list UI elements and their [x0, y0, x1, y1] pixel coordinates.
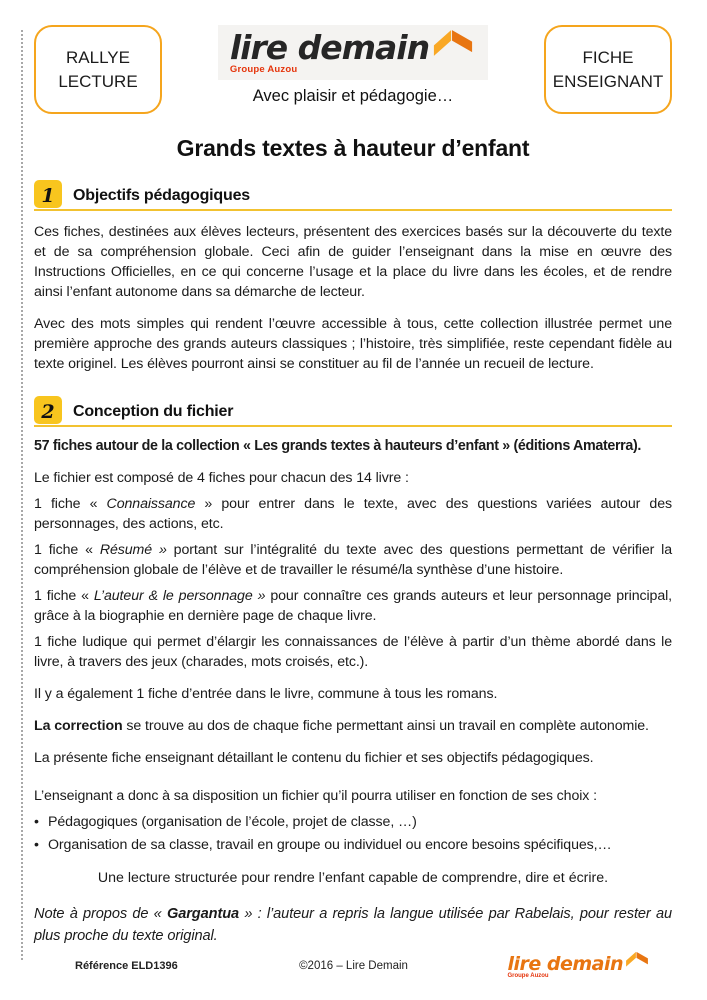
note-suffix: » : l’auteur a repris la langue utilisée par Rabelais, pour rester au plus proche du texte original. [34, 906, 672, 944]
note-title: Gargantua [166, 906, 240, 922]
page-header [34, 25, 672, 114]
bullet-item-2-text: Organisation de sa classe, travail en groupe ou individuel ou encore besoins spécifiques,… [48, 837, 612, 853]
section1-rule [34, 209, 672, 211]
logo-row [229, 28, 474, 67]
fiche-item-1 [34, 494, 672, 534]
section1-header [34, 180, 672, 211]
footer-reference: Référence ELD1396 [75, 960, 178, 972]
logo-tagline: Avec plaisir et pédagogie… [252, 87, 454, 105]
fiche-enseignant-line1: FICHE [582, 47, 634, 67]
bullet-item-2 [34, 835, 672, 855]
fiche-item-1-name: Connaissance [106, 496, 196, 512]
fiche-item-2-name: Résumé » [99, 542, 167, 558]
compose-line: Le fichier est composé de 4 fiches pour chacun des 14 livre : [34, 470, 409, 486]
fiche-item-2-prefix: 1 fiche « [34, 542, 100, 558]
section1-header-row [34, 180, 672, 208]
also-line: Il y a également 1 fiche d’entrée dans le livre, commune à tous les romans. [34, 686, 498, 702]
lire-demain-logo [218, 25, 488, 80]
bullet-icon: • [34, 814, 39, 830]
section1-paragraph-2: Avec des mots simples qui rendent l’œuvre accessible à tous, cette collection illustrée permet une première approche des grands auteurs classiques ; l’histoire, très simplifiée, reste cependant fidèle au texte originel. Les élèves pourront ainsi se constituer au fil de l’année un recueil de lecture. [34, 316, 672, 372]
section1-number-badge: 1 [34, 180, 62, 208]
section2-title: Conception du fichier [73, 403, 234, 420]
footer-logo-wordmark: lire demain [507, 952, 623, 975]
gargantua-note [34, 903, 672, 947]
section2-header [34, 396, 672, 427]
bullet-item-1-text: Pédagogiques (organisation de l’école, projet de classe, …) [48, 814, 417, 830]
correction-rest: se trouve au dos de chaque fiche permettant ainsi un travail en complète autonomie. [122, 718, 649, 734]
section1-paragraph-1: Ces fiches, destinées aux élèves lecteurs, présentent des exercices basés sur la découverte du texte et de sa compréhension globale. Ceci afin de guider l’enseignant dans la mise en œuvre des Instructions Officielles, en ce qui concerne l’usage et la place du livre dans les écoles, et de rendre ainsi l’enfant autonome dans sa démarche de lecteur. [34, 224, 672, 300]
logo-groupe-auzou: Groupe Auzou [229, 64, 298, 75]
present-line: La présente fiche enseignant détaillant le contenu du fichier et ses objectifs pédagogiques. [34, 750, 594, 766]
footer-copyright: ©2016 – Lire Demain [299, 960, 408, 972]
fiche-item-3 [34, 586, 672, 626]
section2-header-row [34, 396, 672, 424]
footer-lire-demain-logo [507, 953, 649, 979]
fiche-item-2 [34, 540, 672, 580]
rallye-lecture-badge [34, 25, 162, 114]
open-book-icon [432, 27, 474, 65]
section1-title: Objectifs pédagogiques [73, 187, 250, 204]
note-prefix: Note à propos de « [34, 906, 167, 922]
header-center [162, 25, 544, 106]
choice-line: L’enseignant a donc à sa disposition un fichier qu’il pourra utiliser en fonction de ses choix : [34, 788, 597, 804]
fiche-item-4 [34, 632, 672, 672]
fiche-enseignant-badge [544, 25, 672, 114]
section2-number-badge: 2 [34, 396, 62, 424]
fiche-item-1-prefix: 1 fiche « [34, 496, 107, 512]
footer-logo-row [507, 953, 649, 974]
rallye-lecture-line2: LECTURE [58, 71, 138, 91]
fiche-enseignant-line2: ENSEIGNANT [552, 71, 664, 91]
structured-reading-line: Une lecture structurée pour rendre l’enfant capable de comprendre, dire et écrire. [97, 870, 609, 886]
fiche-item-3-prefix: 1 fiche « [34, 588, 94, 604]
document-title: Grands textes à hauteur d’enfant [176, 135, 530, 161]
fiche-item-3-text: pour connaître ces grands auteurs et leur personnage principal, grâce à la biographie en dernière page de chaque livre. [34, 588, 672, 624]
collection-intro-line: 57 fiches autour de la collection « Les grands textes à hauteurs d’enfant » (éditions Amaterra). [34, 438, 642, 454]
section2-rule [34, 425, 672, 427]
fiche-item-4-text: 1 fiche ludique qui permet d’élargir les connaissances de l’élève à partir d’un thème abordé dans le livre, à travers des jeux (charades, mots croisés, etc.). [34, 634, 672, 670]
fiche-item-3-name: L’auteur & le personnage » [93, 588, 266, 604]
logo-wordmark: lire demain [229, 28, 430, 67]
open-book-icon [625, 950, 649, 974]
footer-logo-groupe-auzou: Groupe Auzou [507, 973, 549, 979]
fiche-item-1-text: » pour entrer dans le texte, avec des questions variées autour des personnages, des actions, etc. [34, 496, 672, 532]
page-footer [0, 948, 707, 984]
correction-line [34, 716, 672, 736]
correction-lead: La correction [34, 718, 123, 734]
rallye-lecture-line1: RALLYE [66, 47, 130, 67]
perforation-dotted-line [21, 30, 23, 960]
bullet-icon: • [34, 837, 39, 853]
bullet-item-1 [34, 812, 672, 832]
fiche-item-2-text: portant sur l’intégralité du texte avec des questions permettant de vérifier la compréhension globale de l’élève et de travailler le résumé/la synthèse d’une histoire. [34, 542, 672, 578]
